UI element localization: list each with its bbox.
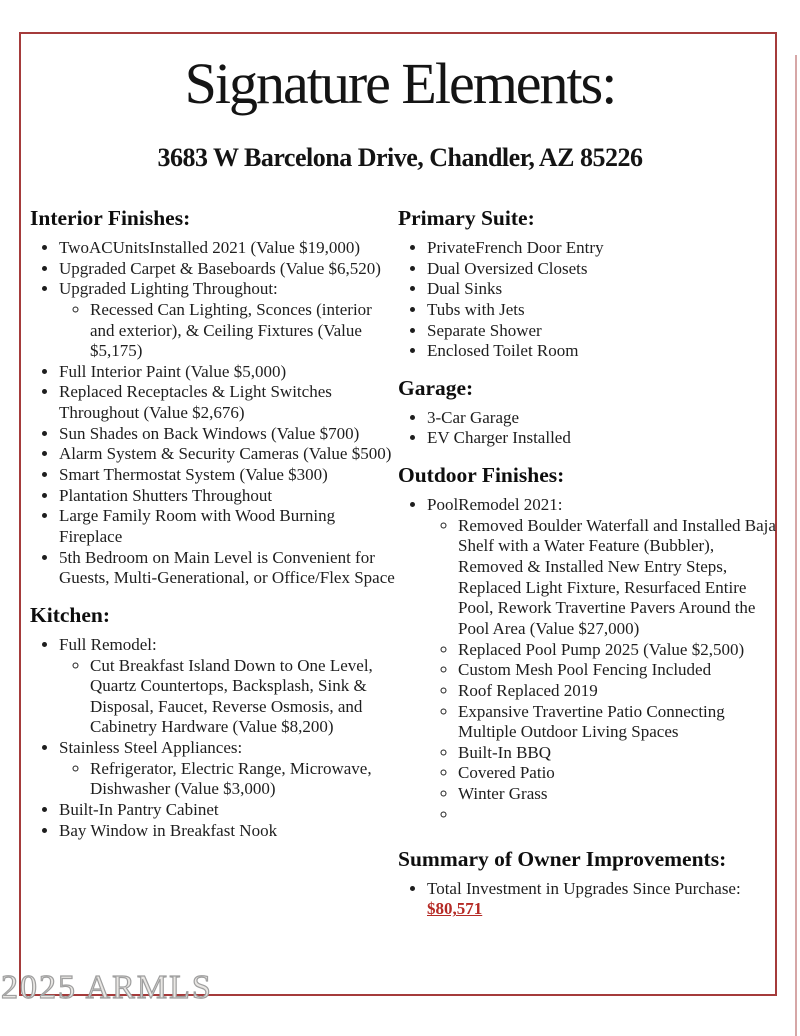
list-item: • Tubs with Jets (427, 300, 778, 321)
sub-list (59, 300, 398, 362)
list-item: • Dual Oversized Closets (427, 259, 778, 280)
list-item: • Smart Thermostat System (Value $300) (59, 465, 398, 486)
list-item: • Stainless Steel Appliances: ◦ Refrigerator, Electric Range, Microwave, Dishwasher (Value $3,000) (59, 738, 398, 800)
section-list (398, 495, 778, 825)
section-heading: Outdoor Finishes: (398, 463, 565, 488)
sub-list-item: ◦ Custom Mesh Pool Fencing Included (458, 660, 778, 681)
list-item: • TwoACUnitsInstalled 2021 (Value $19,000) (59, 238, 398, 259)
list-item: • Dual Sinks (427, 279, 778, 300)
sub-list-item: ◦ Removed Boulder Waterfall and Installed Baja Shelf with a Water Feature (Bubbler), Removed & Installed New Entry Steps, Replaced Light Fixture, Resurfaced Entire Pool, Rework Travertine Pavers Around the Pool Area (Value $27,000) (458, 516, 778, 640)
sub-list-item: ◦ Covered Patio (458, 763, 778, 784)
scan-edge-artifact (795, 55, 797, 1036)
sub-list (59, 759, 398, 800)
left-column (30, 199, 398, 841)
list-item: • 5th Bedroom on Main Level is Convenient for Guests, Multi-Generational, or Office/Flex Space (59, 548, 398, 589)
section (398, 206, 778, 362)
section-list (398, 879, 778, 920)
sub-list-item: ◦ Built-In BBQ (458, 743, 778, 764)
list-item: • Built-In Pantry Cabinet (59, 800, 398, 821)
sub-list (427, 516, 778, 825)
sub-list-item: ◦ Refrigerator, Electric Range, Microwave, Dishwasher (Value $3,000) (90, 759, 398, 800)
list-item: • 3-Car Garage (427, 408, 778, 429)
list-item: • Upgraded Lighting Throughout: ◦ Recessed Can Lighting, Sconces (interior and exterior), & Ceiling Fixtures (Value $5,175) (59, 279, 398, 362)
sub-list-item: ◦ Recessed Can Lighting, Sconces (interior and exterior), & Ceiling Fixtures (Value $5,175) (90, 300, 398, 362)
section-heading: Garage: (398, 375, 474, 400)
page-title: Signature Elements: (184, 51, 616, 116)
sub-list (59, 656, 398, 739)
right-column (398, 199, 778, 920)
list-item: • PoolRemodel 2021: ◦ Removed Boulder Waterfall and Installed Baja Shelf with a Water Feature (Bubbler), Removed & Installed New Entry Steps, Replaced Light Fixture, Resurfaced Entire Pool, Rework Travertine Pavers Around the Pool Area (Value $27,000) ◦ Replaced Pool Pump 2025 (Value $2,500) ◦ Custom Mesh Pool Fencing Included ◦ Roof Replaced 2019 ◦ Expansive Travertine Patio Connecting Multiple Outdoor Living Spaces ◦ Built-In BBQ ◦ Covered Patio ◦ Winter Grass ◦ (427, 495, 778, 825)
section-list (398, 238, 778, 362)
section-list (30, 635, 398, 841)
list-item: • Replaced Receptacles & Light Switches Throughout (Value $2,676) (59, 382, 398, 423)
section (30, 603, 398, 841)
sub-list-item: ◦ Replaced Pool Pump 2025 (Value $2,500) (458, 640, 778, 661)
section (398, 463, 778, 825)
list-item: • Large Family Room with Wood Burning Fireplace (59, 506, 398, 547)
section (30, 206, 398, 589)
sub-list-item: ◦ Roof Replaced 2019 (458, 681, 778, 702)
sub-list-item: ◦ Expansive Travertine Patio Connecting Multiple Outdoor Living Spaces (458, 702, 778, 743)
list-item: • Alarm System & Security Cameras (Value $500) (59, 444, 398, 465)
section-heading: Primary Suite: (398, 206, 535, 230)
section-list (398, 408, 778, 449)
list-item: • Separate Shower (427, 321, 778, 342)
list-item: • Full Remodel: ◦ Cut Breakfast Island Down to One Level, Quartz Countertops, Backsplash, Sink & Disposal, Faucet, Reverse Osmosis, and Cabinetry Hardware (Value $8,200) (59, 635, 398, 738)
list-item: • Enclosed Toilet Room (427, 341, 778, 362)
investment-total[interactable]: $80,571 (427, 899, 483, 919)
list-item: • Sun Shades on Back Windows (Value $700) (59, 424, 398, 445)
section-heading: Interior Finishes: (30, 206, 191, 230)
list-item: • EV Charger Installed (427, 428, 778, 449)
watermark: 2025 ARMLS (1, 969, 213, 1006)
section-heading: Kitchen: (30, 602, 111, 627)
section-heading: Summary of Owner Improvements: (398, 846, 727, 871)
sub-list-item (458, 805, 778, 825)
list-item: • PrivateFrench Door Entry (427, 238, 778, 259)
list-item: • Bay Window in Breakfast Nook (59, 821, 398, 842)
section (398, 376, 778, 449)
page-subtitle: 3683 W Barcelona Drive, Chandler, AZ 85226 (157, 143, 643, 172)
list-item: • Plantation Shutters Throughout (59, 486, 398, 507)
section (398, 847, 778, 920)
list-item: • Full Interior Paint (Value $5,000) (59, 362, 398, 383)
list-item: • Total Investment in Upgrades Since Purchase: $80,571 (427, 879, 778, 920)
sub-list-item: ◦ Winter Grass (458, 784, 778, 805)
sub-list-item: ◦ Cut Breakfast Island Down to One Level, Quartz Countertops, Backsplash, Sink & Disposal, Faucet, Reverse Osmosis, and Cabinetry Hardware (Value $8,200) (90, 656, 398, 739)
list-item: • Upgraded Carpet & Baseboards (Value $6,520) (59, 259, 398, 280)
section-list (30, 238, 398, 589)
